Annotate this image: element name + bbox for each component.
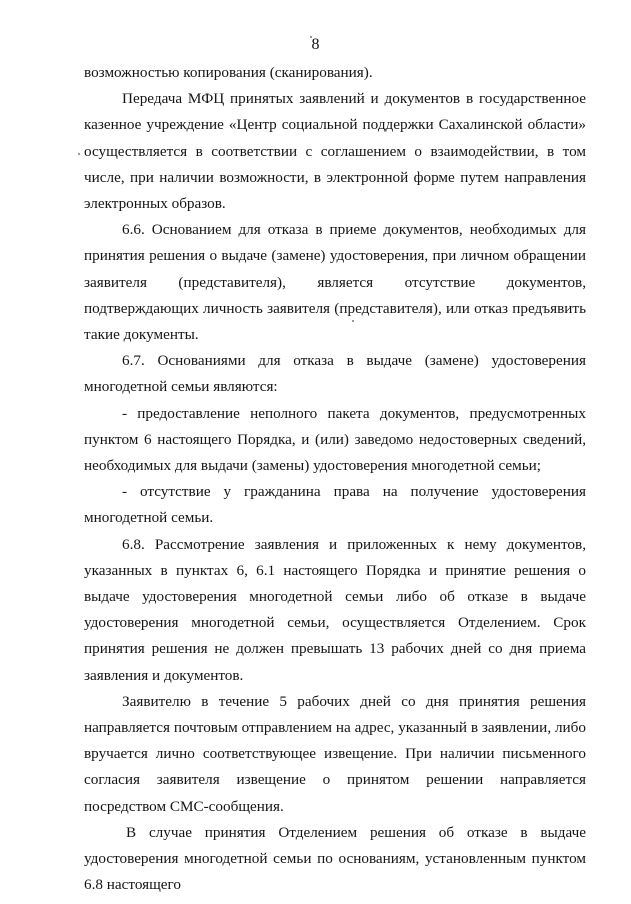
page-number: 8 bbox=[311, 36, 320, 53]
scan-speck bbox=[78, 153, 80, 155]
scan-speck bbox=[352, 320, 354, 322]
paragraph-6-8: 6.8. Рассмотрение заявления и приложенных к нему документов, указанных в пунктах 6, 6.1 настоящего Порядка и принятие решения о выдаче удостоверения многодетной семьи либо об отказе в выдаче удостоверения многодетной семьи, осуществляется Отделением. Срок принятия решения не должен превышать 13 рабочих дней со дня приема заявления и документов. bbox=[84, 535, 586, 684]
paragraph-6-6: 6.6. Основанием для отказа в приеме документов, необходимых для принятия решения о выдаче (замене) удостоверения, при личном обращении заявителя (представителя), является отсутствие документов, подтверждающих личность заявителя (представителя), или отказ предъявить такие документы. bbox=[84, 221, 586, 344]
scan-speck bbox=[310, 36, 312, 38]
paragraph-6-7: 6.7. Основаниями для отказа в выдаче (замене) удостоверения многодетной семьи являются: bbox=[84, 352, 586, 396]
list-item-no-right: - отсутствие у гражданина права на получение удостоверения многодетной семьи. bbox=[84, 483, 586, 527]
paragraph-mfc-transfer: Передача МФЦ принятых заявлений и документов в государственное казенное учреждение «Центр социальной поддержки Сахалинской области» осуществляется в соответствии с соглашением о взаимодействии, в том числе, при наличии возможности, в электронной форме путем направления электронных образов. bbox=[84, 90, 586, 213]
paragraph-notification: Заявителю в течение 5 рабочих дней со дня принятия решения направляется почтовым отправлением на адрес, указанный в заявлении, либо вручается лично соответствующее извещение. При наличии письменного согласия заявителя извещение о принятом решении направляется посредством СМС-сообщения. bbox=[84, 692, 586, 815]
paragraph-continuation: возможностью копирования (сканирования). bbox=[84, 64, 373, 81]
paragraph-refusal-case: В случае принятия Отделением решения об отказе в выдаче удостоверения многодетной семьи по основаниям, установленным пунктом 6.8 настоящего bbox=[84, 823, 586, 894]
document-body bbox=[84, 60, 586, 899]
list-item-incomplete-package: - предоставление неполного пакета документов, предусмотренных пунктом 6 настоящего Порядка, и (или) заведомо недостоверных сведений, необходимых для выдачи (замены) удостоверения многодетной семьи; bbox=[84, 404, 586, 475]
